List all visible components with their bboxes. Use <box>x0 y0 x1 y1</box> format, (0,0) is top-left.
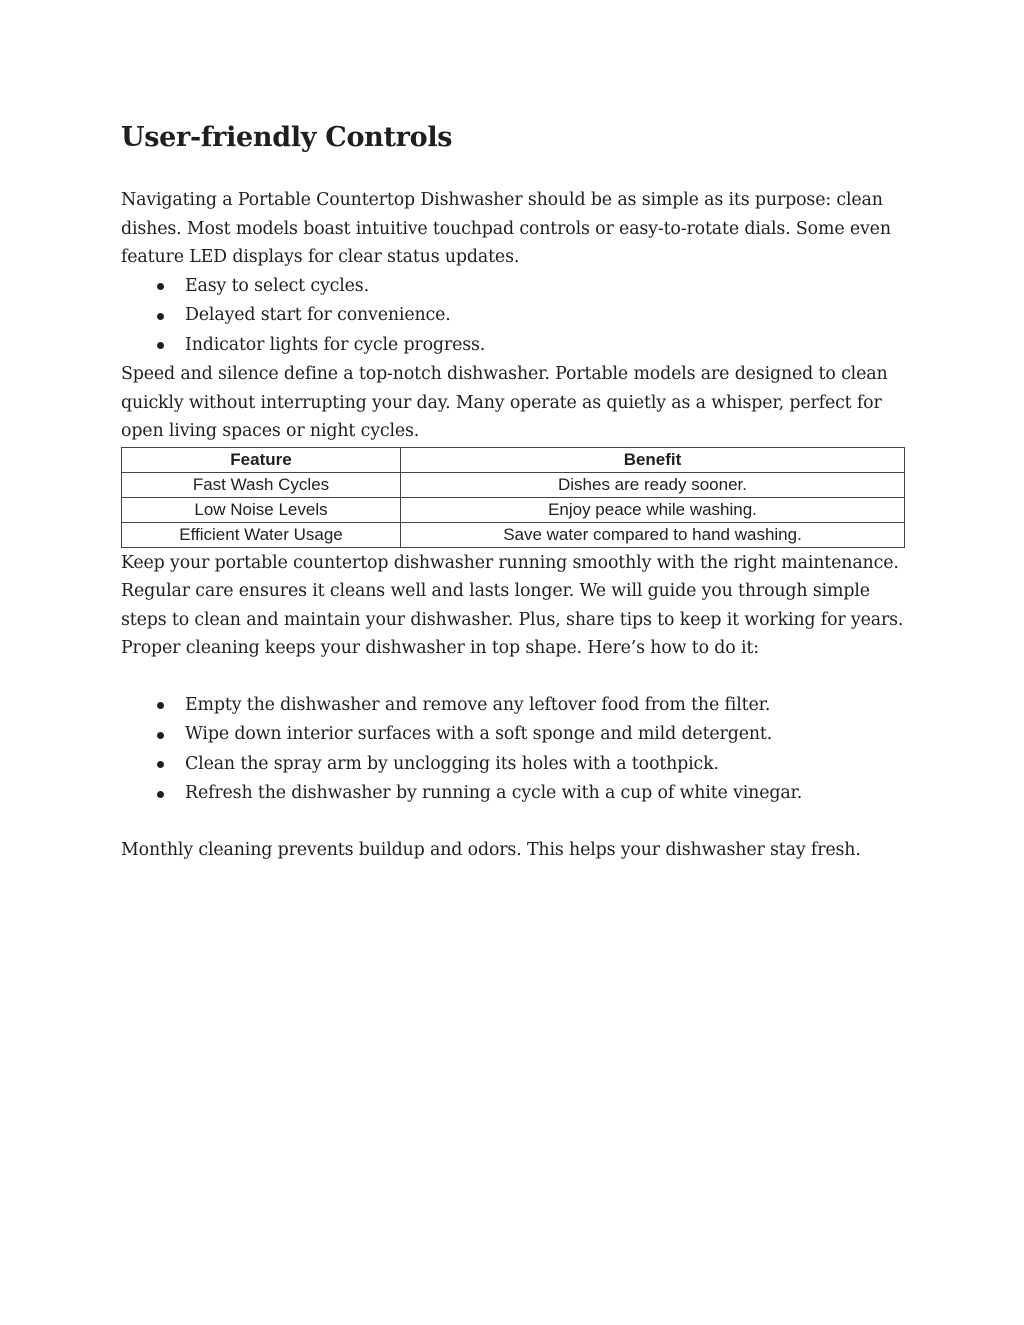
maintenance-paragraph: Keep your portable countertop dishwasher running smoothly with the right maintenance. Regular care ensures it cleans well and lasts longer. We will guide you through simple steps to clean and maintain your dishwasher. Plus, share tips to keep it working for years. Proper cleaning keeps your dishwasher in top shape. Here’s how to do it: <box>121 552 904 658</box>
table-cell: Fast Wash Cycles <box>122 472 401 497</box>
table-cell: Enjoy peace while washing. <box>401 497 905 522</box>
cleaning-steps-list <box>121 691 905 809</box>
table-header-benefit: Benefit <box>401 447 905 472</box>
table-header-row <box>122 447 905 472</box>
features-list <box>121 272 905 361</box>
list-item: Wipe down interior surfaces with a soft sponge and mild detergent. <box>121 720 905 750</box>
list-item: Refresh the dishwasher by running a cycle with a cup of white vinegar. <box>121 779 905 809</box>
table-cell: Save water compared to hand washing. <box>401 522 905 547</box>
document-page <box>121 118 905 864</box>
table-cell: Efficient Water Usage <box>122 522 401 547</box>
table-row <box>122 472 905 497</box>
feature-benefit-table <box>121 447 905 548</box>
table-cell: Low Noise Levels <box>122 497 401 522</box>
table-row <box>122 497 905 522</box>
list-item: Delayed start for convenience. <box>121 301 905 331</box>
table-header-feature: Feature <box>122 447 401 472</box>
table-row <box>122 522 905 547</box>
page-title: User-friendly Controls <box>121 122 453 153</box>
closing-paragraph: Monthly cleaning prevents buildup and odors. This helps your dishwasher stay fresh. <box>121 839 861 860</box>
table-cell: Dishes are ready sooner. <box>401 472 905 497</box>
list-item: Clean the spray arm by unclogging its holes with a toothpick. <box>121 750 905 780</box>
speed-paragraph: Speed and silence define a top-notch dishwasher. Portable models are designed to clean quickly without interrupting your day. Many operate as quietly as a whisper, perfect for open living spaces or night cycles. <box>121 364 888 441</box>
intro-paragraph: Navigating a Portable Countertop Dishwasher should be as simple as its purpose: clean dishes. Most models boast intuitive touchpad controls or easy-to-rotate dials. Some even feature LED displays for clear status updates. <box>121 190 891 267</box>
list-item: Easy to select cycles. <box>121 272 905 302</box>
list-item: Indicator lights for cycle progress. <box>121 331 905 361</box>
list-item: Empty the dishwasher and remove any leftover food from the filter. <box>121 691 905 721</box>
